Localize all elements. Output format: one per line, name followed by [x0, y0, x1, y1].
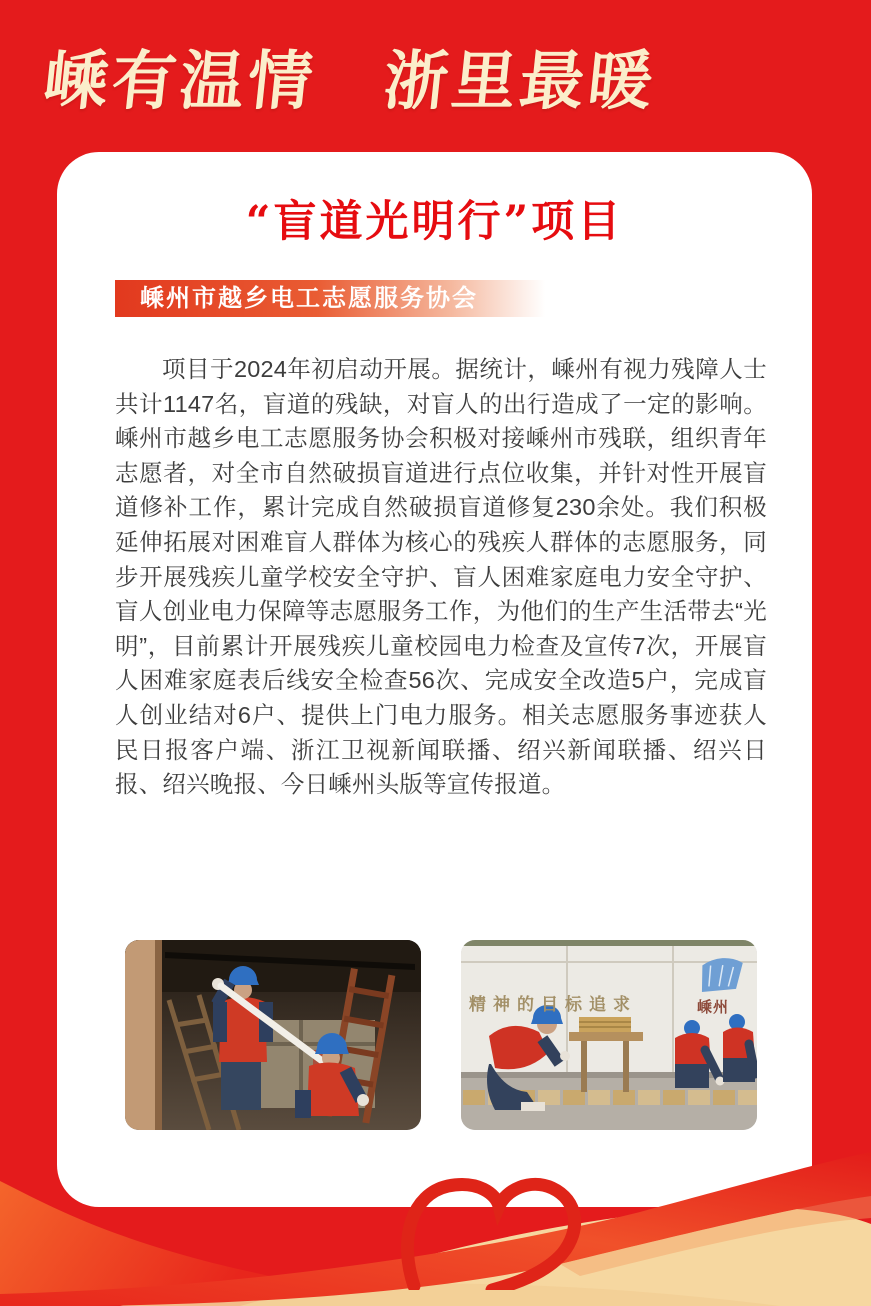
indoor-repair-illustration — [125, 940, 421, 1130]
page-title: “盲道光明行”项目 — [245, 197, 624, 247]
body-paragraph: 项目于2024年初启动开展。据统计，嵊州有视力残障人士共计1147名，盲道的残缺，对盲人的出行造成了一定的影响。嵊州市越乡电工志愿服务协会积极对接嵊州市残联，组织青年志愿者，对全市自然破损盲道进行点位收集，并针对性开展盲道修补工作，累计完成自然破损盲道修复230余处。我们积极延伸拓展对困难盲人群体为核心的残疾人群体的志愿服务，同步开展残疾儿童学校安全守护、盲人困难家庭电力安全守护、盲人创业电力保障等志愿服务工作，为他们的生产生活带去“光明”，目前累计开展残疾儿童校园电力检查及宣传7次，开展盲人困难家庭表后线安全检查56次、完成安全改造5户，完成盲人创业结对6户、提供上门电力服务。相关志愿服务事迹获人民日报客户端、浙江卫视新闻联播、绍兴新闻联播、绍兴日报、绍兴晚报、今日嵊州头版等宣传报道。 — [115, 356, 767, 798]
gold-wave — [240, 1207, 871, 1306]
photo-row — [125, 940, 757, 1130]
org-banner-label: 嵊州市越乡电工志愿服务协会 — [140, 285, 478, 312]
tactile-paving-illustration — [461, 940, 757, 1130]
photo-indoor-repair — [125, 940, 421, 1130]
wall-slogan-text: 精神的目标追求 — [469, 995, 637, 1014]
city-logo-text: 嵊州 — [697, 998, 730, 1016]
photo-tactile-paving — [461, 940, 757, 1130]
content-card — [57, 152, 812, 1207]
org-banner — [115, 280, 563, 317]
slogan-calligraphy: 嵊有温情 浙里最暖 — [40, 44, 660, 119]
